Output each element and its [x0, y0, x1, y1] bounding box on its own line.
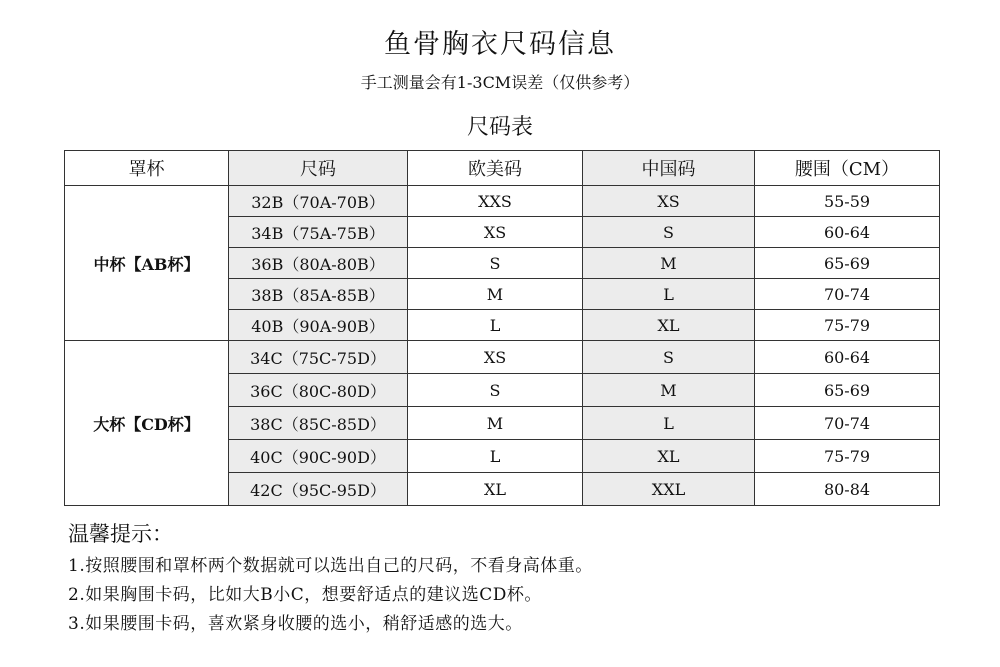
eu-size-cell: L — [408, 440, 583, 473]
size-cell: 38C（85C-85D） — [229, 407, 408, 440]
eu-size-cell: XS — [408, 217, 583, 248]
tips-section — [68, 518, 948, 639]
eu-size-cell: L — [408, 310, 583, 341]
waist-cell: 75-79 — [755, 440, 940, 473]
header-cup: 罩杯 — [65, 151, 229, 186]
size-cell: 36B（80A-80B） — [229, 248, 408, 279]
tips-title: 温馨提示： — [68, 522, 173, 546]
header-cn-size: 中国码 — [583, 151, 755, 186]
size-cell: 38B（85A-85B） — [229, 279, 408, 310]
cup-group-ab: 中杯【AB杯】 — [65, 186, 229, 341]
eu-size-cell: XL — [408, 473, 583, 506]
waist-cell: 70-74 — [755, 279, 940, 310]
tip-item: 3.如果腰围卡码，喜欢紧身收腰的选小，稍舒适感的选大。 — [68, 614, 523, 634]
waist-cell: 80-84 — [755, 473, 940, 506]
tip-item: 1.按照腰围和罩杯两个数据就可以选出自己的尺码，不看身高体重。 — [68, 556, 593, 576]
waist-cell: 60-64 — [755, 341, 940, 374]
eu-size-cell: XXS — [408, 186, 583, 217]
table-title: 尺码表 — [466, 115, 533, 140]
waist-cell: 65-69 — [755, 248, 940, 279]
header-eu-size: 欧美码 — [408, 151, 583, 186]
tip-item: 2.如果胸围卡码，比如大B小C，想要舒适点的建议选CD杯。 — [68, 585, 542, 605]
table-header-row — [65, 151, 940, 186]
size-cell: 42C（95C-95D） — [229, 473, 408, 506]
cn-size-cell: S — [583, 217, 755, 248]
size-cell: 40C（90C-90D） — [229, 440, 408, 473]
eu-size-cell: S — [408, 248, 583, 279]
cn-size-cell: XS — [583, 186, 755, 217]
cup-group-cd: 大杯【CD杯】 — [65, 341, 229, 506]
eu-size-cell: M — [408, 279, 583, 310]
table-row — [65, 341, 940, 374]
waist-cell: 70-74 — [755, 407, 940, 440]
size-cell: 34C（75C-75D） — [229, 341, 408, 374]
cn-size-cell: S — [583, 341, 755, 374]
waist-cell: 55-59 — [755, 186, 940, 217]
header-size: 尺码 — [229, 151, 408, 186]
waist-cell: 60-64 — [755, 217, 940, 248]
eu-size-cell: S — [408, 374, 583, 407]
cn-size-cell: XL — [583, 310, 755, 341]
cn-size-cell: M — [583, 248, 755, 279]
size-cell: 40B（90A-90B） — [229, 310, 408, 341]
size-cell: 36C（80C-80D） — [229, 374, 408, 407]
page-subtitle: 手工测量会有1-3CM误差（仅供参考） — [360, 73, 640, 92]
eu-size-cell: XS — [408, 341, 583, 374]
waist-cell: 65-69 — [755, 374, 940, 407]
cn-size-cell: XL — [583, 440, 755, 473]
waist-cell: 75-79 — [755, 310, 940, 341]
size-cell: 34B（75A-75B） — [229, 217, 408, 248]
cn-size-cell: L — [583, 279, 755, 310]
page-title: 鱼骨胸衣尺码信息 — [384, 29, 616, 60]
cn-size-cell: L — [583, 407, 755, 440]
table-row — [65, 186, 940, 217]
size-cell: 32B（70A-70B） — [229, 186, 408, 217]
eu-size-cell: M — [408, 407, 583, 440]
header-waist: 腰围（CM） — [755, 151, 940, 186]
size-table — [64, 150, 940, 506]
cn-size-cell: M — [583, 374, 755, 407]
cn-size-cell: XXL — [583, 473, 755, 506]
